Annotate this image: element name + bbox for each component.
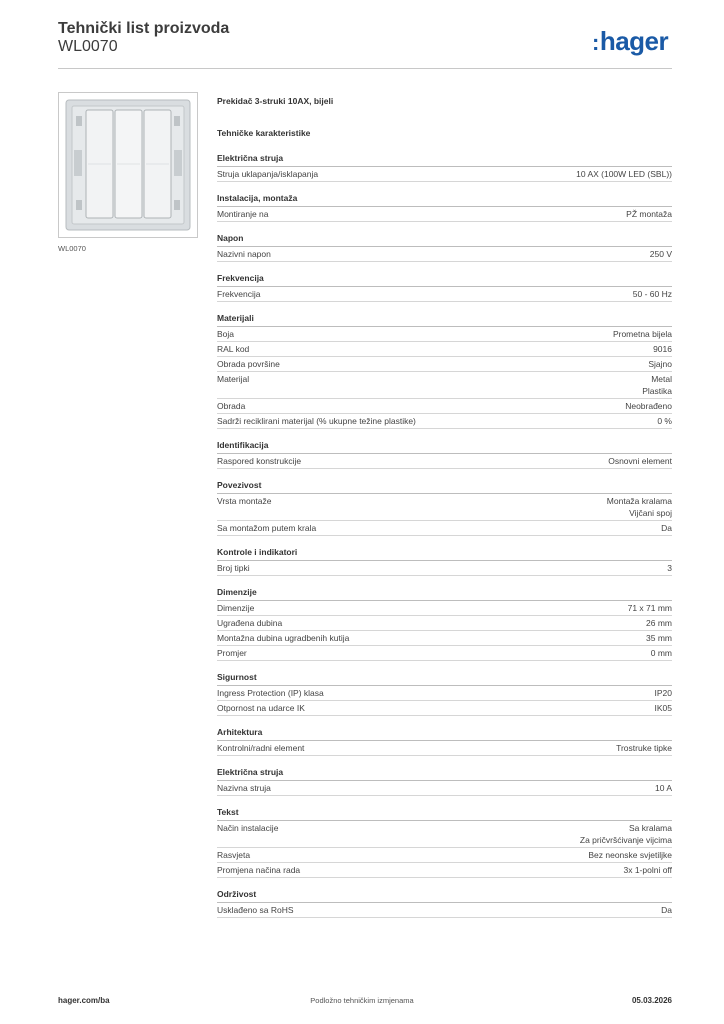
spec-section [217,806,672,878]
spec-row [217,903,672,918]
spec-row [217,631,672,646]
section-title: Kontrole i indikatori [217,546,672,561]
spec-label: Boja [217,329,235,339]
spec-value: 3x 1-polni off [623,865,672,875]
spec-label: Ugrađena dubina [217,618,283,628]
spec-section [217,439,672,469]
section-title: Električna struja [217,152,672,167]
spec-section [217,671,672,716]
spec-label: Montažna dubina ugradbenih kutija [217,633,350,643]
page-title: Tehnički list proizvoda [58,20,230,37]
section-title: Tekst [217,806,672,821]
spec-section [217,192,672,222]
section-title: Električna struja [217,766,672,781]
hager-logo: :hager [592,26,669,56]
spec-section [217,766,672,796]
spec-label: Montiranje na [217,209,269,219]
spec-label: Sadrži reciklirani materijal (% ukupne težine plastike) [217,416,416,426]
section-title: Frekvencija [217,272,672,287]
spec-label: Kontrolni/radni element [217,743,305,753]
footer-website: hager.com/ba [58,996,110,1005]
spec-label: Promjer [217,648,247,658]
section-title: Arhitektura [217,726,672,741]
spec-label: Nazivni napon [217,249,271,259]
spec-section [217,152,672,182]
spec-row [217,686,672,701]
spec-value: IP20 [654,688,672,698]
section-title: Sigurnost [217,671,672,686]
spec-value: Trostruke tipke [616,743,672,753]
spec-label: Ingress Protection (IP) klasa [217,688,324,698]
spec-row [217,781,672,796]
spec-row [217,616,672,631]
section-title: Povezivost [217,479,672,494]
product-name: Prekidač 3-struki 10AX, bijeli [217,96,334,106]
spec-value: Sjajno [648,359,672,369]
spec-value: Sa kralama Za pričvršćivanje vijcima [579,823,672,845]
section-title: Identifikacija [217,439,672,454]
spec-value: Metal Plastika [642,374,672,396]
spec-value: 9016 [653,344,672,354]
spec-row [217,287,672,302]
section-title: Instalacija, montaža [217,192,672,207]
spec-label: Obrada površine [217,359,280,369]
spec-label: Struja uklapanja/isklapanja [217,169,319,179]
spec-value: IK05 [654,703,672,713]
spec-section [217,726,672,756]
section-title: Napon [217,232,672,247]
spec-label: Otpornost na udarce IK [217,703,305,713]
spec-row [217,701,672,716]
spec-value: 0 % [657,416,672,426]
spec-label: Obrada [217,401,246,411]
spec-label: Raspored konstrukcije [217,456,302,466]
spec-value: 250 V [649,249,672,259]
spec-row [217,167,672,182]
spec-label: Način instalacije [217,823,279,833]
spec-value: 0 mm [650,648,672,658]
spec-value: Bez neonske svjetiljke [588,850,672,860]
spec-row [217,372,672,399]
spec-row [217,741,672,756]
spec-row [217,521,672,536]
spec-section [217,888,672,918]
spec-row [217,207,672,222]
spec-label: Dimenzije [217,603,255,613]
spec-value: Montaža kralama Vijčani spoj [606,496,672,518]
header-divider [58,68,672,69]
spec-row [217,848,672,863]
spec-section [217,479,672,536]
spec-value: Da [661,905,672,915]
section-title: Dimenzije [217,586,672,601]
spec-value: 50 - 60 Hz [632,289,672,299]
spec-value: 3 [667,563,672,573]
spec-value: Prometna bijela [612,329,672,339]
tech-heading: Tehničke karakteristike [217,128,311,138]
spec-value: 26 mm [646,618,672,628]
spec-value: Neobrađeno [625,401,672,411]
spec-label: Materijal [217,374,250,384]
spec-row [217,342,672,357]
footer-notice: Podložno tehničkim izmjenama [310,996,414,1005]
spec-content [217,96,672,928]
spec-label: Frekvencija [217,289,261,299]
spec-section [217,586,672,661]
spec-label: Promjena načina rada [217,865,301,875]
spec-row [217,327,672,342]
spec-value: 71 x 71 mm [627,603,672,613]
spec-row [217,247,672,262]
image-caption: WL0070 [58,244,86,253]
three-gang-switch-icon [58,92,198,238]
spec-section [217,272,672,302]
spec-row [217,454,672,469]
spec-row [217,646,672,661]
spec-label: Broj tipki [217,563,250,573]
spec-row [217,399,672,414]
spec-label: RAL kod [217,344,250,354]
spec-value: 10 A [654,783,672,793]
section-title: Materijali [217,312,672,327]
spec-value: 10 AX (100W LED (SBL)) [576,169,672,179]
spec-row [217,561,672,576]
spec-row [217,863,672,878]
spec-label: Nazivna struja [217,783,271,793]
spec-row [217,494,672,521]
spec-value: PŽ montaža [626,209,672,219]
spec-section [217,232,672,262]
spec-row [217,414,672,429]
spec-value: Da [661,523,672,533]
spec-value: 35 mm [646,633,672,643]
product-code: WL0070 [58,38,118,55]
spec-row [217,601,672,616]
spec-label: Rasvjeta [217,850,251,860]
spec-label: Sa montažom putem krala [217,523,317,533]
spec-section [217,312,672,429]
section-title: Održivost [217,888,672,903]
spec-section [217,546,672,576]
spec-value: Osnovni element [608,456,672,466]
spec-row [217,357,672,372]
footer-date: 05.03.2026 [631,996,672,1005]
spec-label: Usklađeno sa RoHS [217,905,294,915]
spec-label: Vrsta montaže [217,496,272,506]
spec-sections [217,152,672,918]
spec-row [217,821,672,848]
